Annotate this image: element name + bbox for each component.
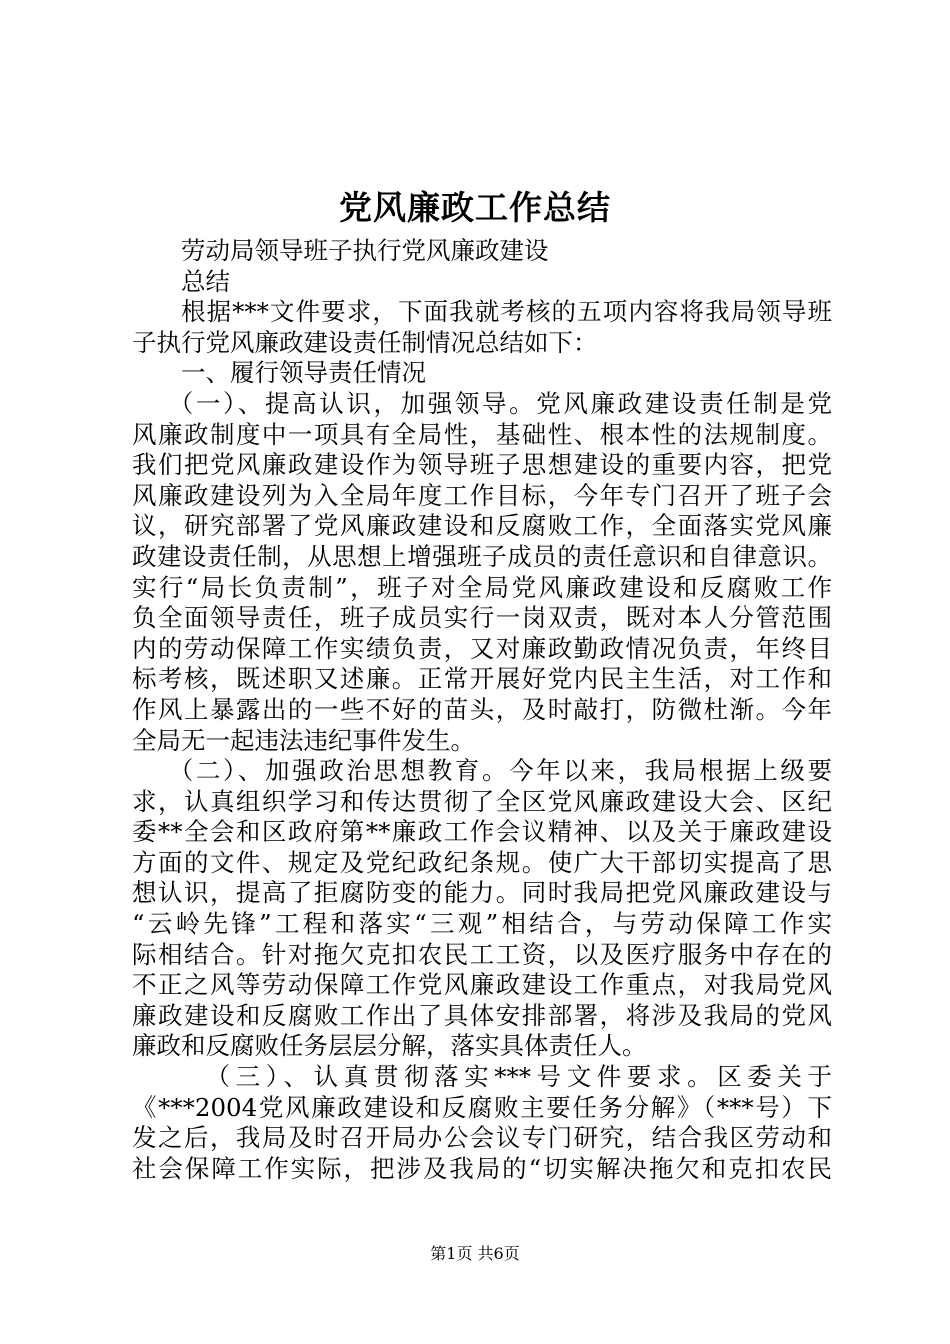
body-line: 劳动局领导班子执行党风廉政建设 bbox=[181, 236, 549, 265]
body-line: 作风上暴露出的一些不好的苗头，及时敲打，防微杜渐。今年 bbox=[132, 694, 832, 724]
body-line: 议，研究部署了党风廉政建设和反腐败工作，全面落实党风廉 bbox=[132, 511, 832, 541]
body-line: 总结 bbox=[181, 266, 230, 296]
body-line: 不正之风等劳动保障工作党风廉政建设工作重点，对我局党风 bbox=[132, 970, 832, 1000]
body-line: 求，认真组织学习和传达贯彻了全区党风廉政建设大会、区纪 bbox=[132, 786, 832, 816]
body-line: 社会保障工作实际，把涉及我局的“切实解决拖欠和克扣农民 bbox=[132, 1153, 832, 1183]
page-footer: 第1页 共6页 bbox=[430, 1244, 520, 1263]
document-title: 党风廉政工作总结 bbox=[339, 188, 611, 227]
body-line: 子执行党风廉政建设责任制情况总结如下： bbox=[132, 327, 598, 357]
body-line: 想认识，提高了拒腐防变的能力。同时我局把党风廉政建设与 bbox=[132, 878, 832, 908]
body-line: 廉政和反腐败任务层层分解，落实具体责任人。 bbox=[132, 1031, 647, 1061]
body-line: 际相结合。针对拖欠克扣农民工工资，以及医疗服务中存在的 bbox=[132, 939, 832, 969]
body-line: 根据***文件要求，下面我就考核的五项内容将我局领导班 bbox=[181, 297, 832, 327]
body-line: （二）、加强政治思想教育。今年以来，我局根据上级要 bbox=[168, 756, 832, 786]
body-line: 《***2004党风廉政建设和反腐败主要任务分解》（***号）下 bbox=[132, 1092, 832, 1122]
body-line: 廉政建设和反腐败工作出了具体安排部署，将涉及我局的党风 bbox=[132, 1000, 832, 1030]
body-line: 内的劳动保障工作实绩负责，又对廉政勤政情况负责，年终目 bbox=[132, 633, 832, 663]
body-line: 我们把党风廉政建设作为领导班子思想建设的重要内容，把党 bbox=[132, 450, 832, 480]
body-line: 风廉政制度中一项具有全局性，基础性、根本性的法规制度。 bbox=[132, 419, 832, 449]
body-line: 全局无一起违法违纪事件发生。 bbox=[132, 725, 475, 755]
body-line: 委**全会和区政府第**廉政工作会议精神、以及关于廉政建设 bbox=[132, 817, 832, 847]
document-body bbox=[132, 236, 832, 1184]
body-line: 方面的文件、规定及党纪政纪条规。使广大干部切实提高了思 bbox=[132, 847, 832, 877]
body-line: “云岭先锋”工程和落实“三观”相结合，与劳动保障工作实 bbox=[132, 909, 832, 939]
body-line: 发之后，我局及时召开局办公会议专门研究，结合我区劳动和 bbox=[132, 1123, 832, 1153]
body-line: 一、履行领导责任情况 bbox=[181, 358, 426, 388]
body-line: 标考核，既述职又述廉。正常开展好党内民主生活，对工作和 bbox=[132, 664, 832, 694]
body-line: 实行“局长负责制”，班子对全局党风廉政建设和反腐败工作 bbox=[132, 572, 832, 602]
body-line: 风廉政建设列为入全局年度工作目标，今年专门召开了班子会 bbox=[132, 480, 832, 510]
body-line: （一）、提高认识，加强领导。党风廉政建设责任制是党 bbox=[168, 388, 832, 418]
body-line: 政建设责任制，从思想上增强班子成员的责任意识和自律意识。 bbox=[132, 541, 832, 571]
body-line: （三）、认真贯彻落实***号文件要求。区委关于 bbox=[205, 1062, 832, 1092]
body-line: 负全面领导责任，班子成员实行一岗双责，既对本人分管范围 bbox=[132, 603, 832, 633]
